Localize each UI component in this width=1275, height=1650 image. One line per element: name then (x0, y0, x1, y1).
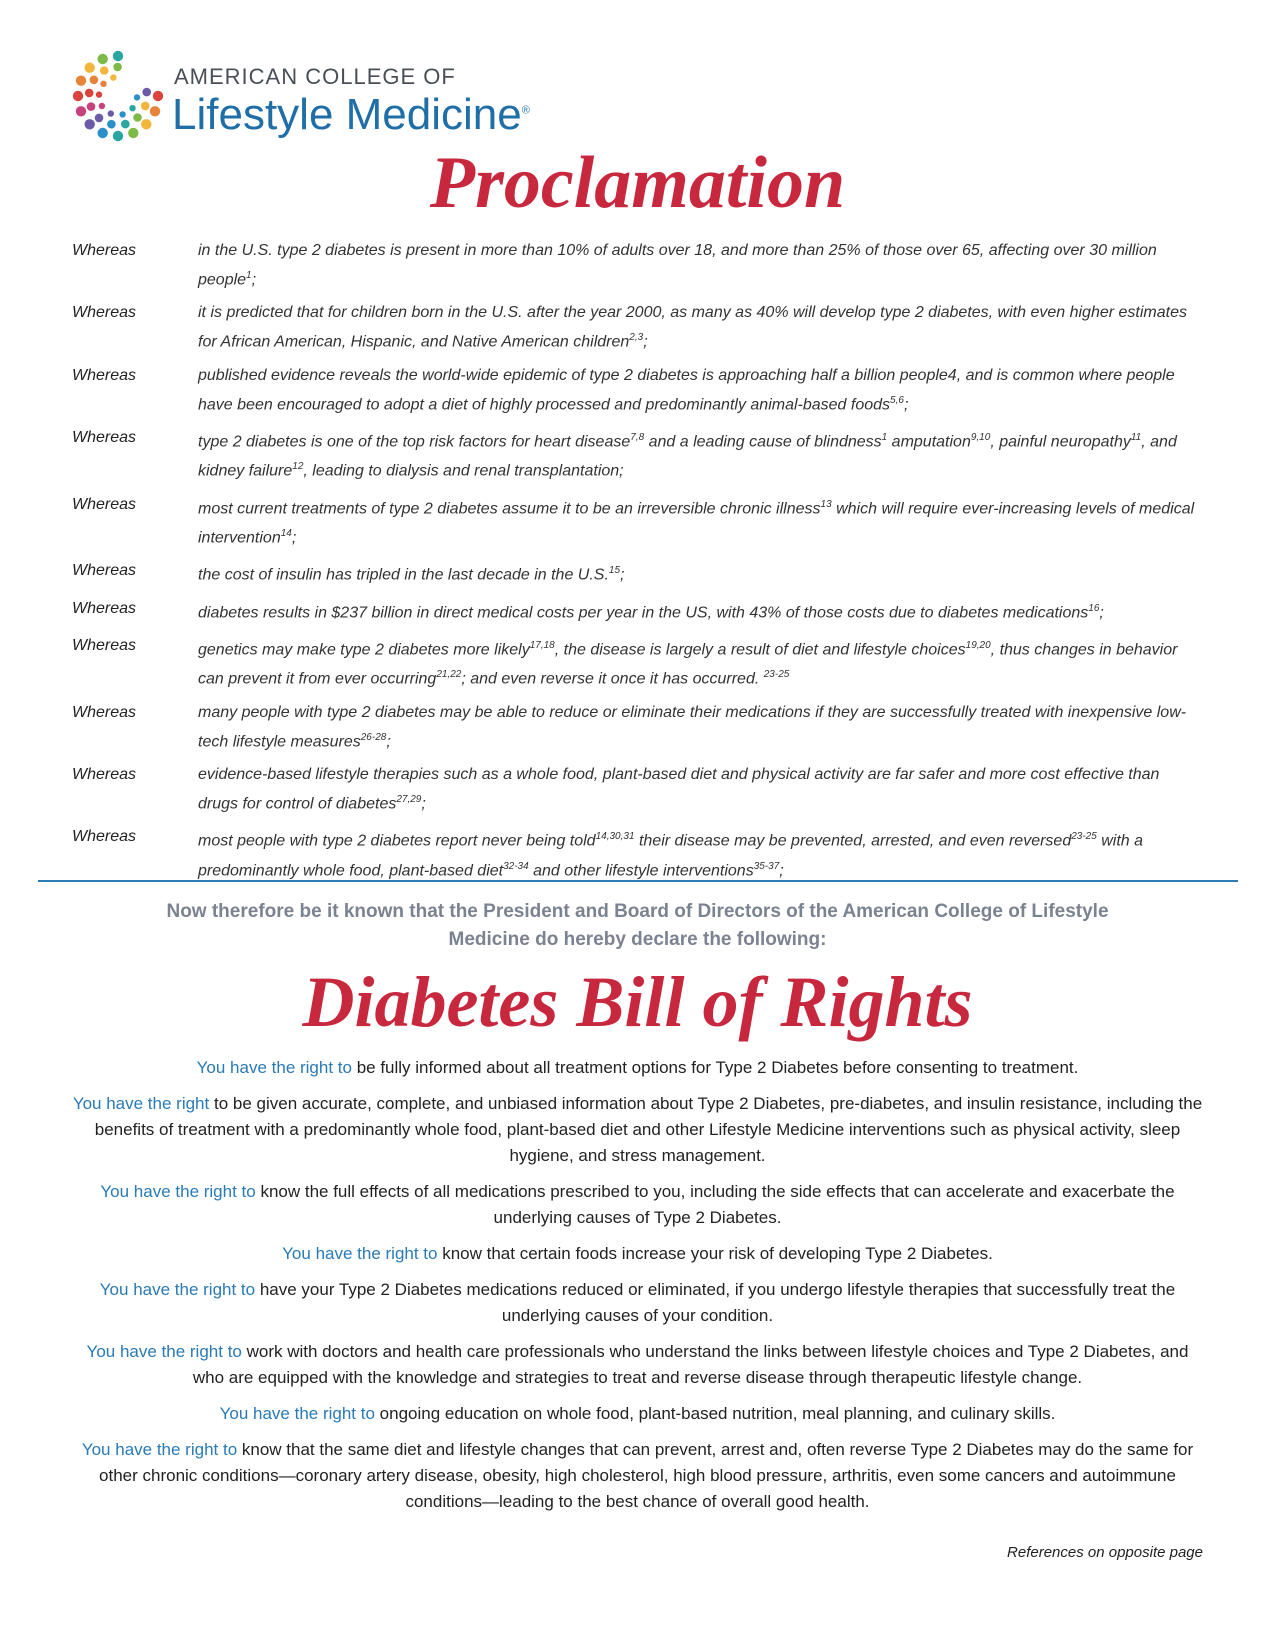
logo-dot (95, 114, 104, 123)
whereas-label: Whereas (72, 765, 137, 783)
whereas-text-segment: ; and even reverse it once it has occurred. (461, 670, 764, 688)
citation-ref: 17,18 (529, 639, 555, 651)
citation-ref: 23-25 (1071, 831, 1097, 843)
whereas-row (72, 824, 1202, 883)
whereas-text-segment: their disease may be prevented, arrested, and even reversed (634, 832, 1072, 850)
whereas-row (72, 300, 1202, 354)
whereas-label: Whereas (72, 428, 137, 446)
citation-ref: 32-34 (503, 860, 529, 872)
right-text: ongoing education on whole food, plant-based nutrition, meal planning, and culinary skills. (374, 1404, 1056, 1423)
whereas-row (72, 425, 1202, 484)
logo-dot (113, 51, 123, 61)
logo-dot (107, 120, 116, 129)
whereas-text (198, 238, 1202, 292)
right-item (72, 1339, 1203, 1391)
whereas-text-segment: , the disease is largely a result of diet and lifestyle choices (554, 641, 966, 659)
logo-dot (98, 54, 108, 64)
logo-dot (121, 120, 130, 129)
right-lead: You have the right to (86, 1342, 242, 1361)
logo-dot (133, 113, 142, 122)
logo-dot (85, 89, 94, 98)
whereas-text-segment: which will require ever-increasing levels of medical intervention (198, 499, 1195, 547)
rights-list (72, 1055, 1203, 1525)
whereas-text-segment: and other lifestyle interventions (528, 861, 754, 879)
citation-ref: 9,10 (970, 431, 991, 443)
whereas-row (72, 363, 1202, 417)
citation-ref: 35-37 (753, 860, 780, 872)
whereas-text-segment: and a leading cause of blindness (644, 433, 882, 451)
right-text: know that the same diet and lifestyle changes that can prevent, arrest and, often reverse Type 2 Diabetes may do the same for other chronic conditions—coronary artery disease, obesity, high cholesterol, high blood pressure, arthritis, even some cancers and autoimmune conditions—leading to the best chance of overall good health. (99, 1440, 1194, 1511)
citation-ref: 16 (1088, 602, 1100, 614)
logo-dot (134, 94, 140, 100)
logo-dot (128, 128, 138, 138)
logo-dot (99, 103, 105, 109)
citation-ref: 14,30,31 (595, 831, 635, 843)
whereas-text-segment: most people with type 2 diabetes report never being told (198, 832, 596, 850)
whereas-text-segment: with a predominantly whole food, plant-based diet (198, 832, 1144, 879)
whereas-text-segment: ; (386, 732, 391, 750)
citation-ref: 12 (292, 461, 304, 473)
org-name-top: AMERICAN COLLEGE OF (174, 64, 456, 89)
logo-dot (73, 91, 83, 101)
citation-ref: 26-28 (360, 731, 387, 743)
whereas-text-segment: it is predicted that for children born in the U.S. after the year 2000, as many as 40% will develop type 2 diabetes, with even higher estimates for African American, Hispanic, and Native American children (198, 304, 1187, 351)
citation-ref: 13 (820, 498, 832, 510)
logo-dot (129, 105, 135, 111)
logo-dot (100, 66, 109, 75)
whereas-text-segment: most current treatments of type 2 diabetes assume it to be an irreversible chronic illness (198, 499, 821, 517)
logo-dot (113, 63, 122, 72)
whereas-text (198, 596, 1202, 625)
whereas-text (198, 492, 1202, 551)
proclamation-title: Proclamation (429, 142, 846, 224)
whereas-row (72, 558, 1202, 587)
citation-ref: 21,22 (436, 669, 462, 681)
whereas-label: Whereas (72, 242, 137, 259)
org-name-bottom-text: Lifestyle Medicine (172, 90, 522, 139)
whereas-label: Whereas (72, 495, 137, 513)
right-lead: You have the right to (81, 1440, 238, 1459)
whereas-text (198, 762, 1202, 816)
right-lead: You have the right to (219, 1404, 375, 1423)
org-header (72, 50, 672, 146)
whereas-label: Whereas (72, 599, 137, 617)
whereas-label: Whereas (72, 703, 137, 721)
logo-dot (108, 110, 114, 116)
whereas-text (198, 300, 1202, 354)
right-lead: You have the right to (196, 1058, 352, 1077)
logo-dot (87, 102, 96, 111)
whereas-text-segment: ; (903, 395, 909, 413)
citation-ref: 11 (1130, 431, 1142, 443)
whereas-text-segment: , thus changes in behavior can prevent it from ever occurring (198, 641, 1178, 688)
right-lead: You have the right to (99, 1280, 256, 1299)
whereas-text-segment: ; (291, 529, 297, 547)
whereas-text (198, 824, 1202, 883)
logo-dot (119, 111, 125, 117)
logo-dot (141, 119, 151, 129)
whereas-row (72, 492, 1202, 551)
whereas-text-segment: , leading to dialysis and renal transplantation; (303, 462, 624, 480)
right-text: have your Type 2 Diabetes medications reduced or eliminated, if you undergo lifestyle therapies that successfully treat the underlying causes of your condition. (255, 1280, 1176, 1325)
right-lead: You have the right to (100, 1182, 256, 1201)
citation-ref: 1 (246, 270, 252, 281)
whereas-text-segment: diabetes results in $237 billion in direct medical costs per year in the US, with 43% of those costs due to diabetes medications (198, 603, 1089, 621)
whereas-label: Whereas (72, 562, 137, 580)
whereas-label: Whereas (72, 304, 137, 322)
logo-dot (113, 131, 123, 141)
whereas-text-segment: amputation (887, 433, 971, 451)
citation-ref: 15 (608, 565, 621, 577)
right-text: to be given accurate, complete, and unbiased information about Type 2 Diabetes, pre-diabetes, and insulin resistance, including the benefits of treatment with a predominantly whole food, plant-based diet and other Lifestyle Medicine interventions such as physical activity, sleep hygiene, and stress management. (94, 1094, 1203, 1165)
whereas-row (72, 238, 1202, 292)
whereas-text-segment: many people with type 2 diabetes may be able to reduce or eliminate their medications if they are successfully treated with inexpensive low-tech lifestyle measures (198, 703, 1187, 750)
logo-dot (76, 106, 86, 116)
whereas-text-segment: ; (251, 271, 257, 289)
logo-dot (85, 119, 95, 129)
right-text: know the full effects of all medications prescribed to you, including the side effects that can accelerate and exacerbate the underlying causes of Type 2 Diabetes. (255, 1182, 1175, 1227)
right-item (72, 1091, 1203, 1169)
right-item (72, 1401, 1203, 1427)
logo-dot (100, 81, 106, 87)
right-text: work with doctors and health care professionals who understand the links between lifestyle choices and Type 2 Diabetes, and who are equipped with the knowledge and strategies to treat and reverse disease through therapeutic lifestyle change. (192, 1342, 1189, 1387)
whereas-row (72, 596, 1202, 625)
whereas-text (198, 425, 1202, 484)
citation-ref: 2,3 (629, 332, 644, 344)
logo-dot (150, 106, 160, 116)
logo-dot (142, 88, 151, 97)
right-item (72, 1055, 1203, 1081)
whereas-text-segment: ; (1099, 603, 1104, 621)
logo-dot (76, 76, 86, 86)
citation-ref: 5,6 (890, 394, 904, 406)
declaration-text: Now therefore be it known that the President and Board of Directors of the American College of Lifestyle Medicine do hereby declare the following: (166, 901, 1109, 950)
citation-ref: 7,8 (630, 431, 645, 443)
rights-title: Diabetes Bill of Rights (302, 962, 973, 1042)
whereas-text-segment: , and kidney failure (198, 433, 1177, 480)
logo-dot (110, 74, 116, 80)
logo-dot (85, 63, 95, 73)
whereas-text-segment: in the U.S. type 2 diabetes is present in more than 10% of adults over 18, and more than 25% of those over 65, affecting over 30 million people (198, 242, 1157, 289)
right-item (72, 1277, 1203, 1329)
citation-ref: 27,29 (396, 793, 422, 805)
logo-dot (96, 91, 102, 97)
whereas-text-segment: genetics may make type 2 diabetes more likely (198, 641, 530, 659)
logo-dots-icon (72, 50, 164, 142)
whereas-row (72, 700, 1202, 754)
right-item (72, 1179, 1203, 1231)
citation-ref: 14 (280, 527, 292, 539)
whereas-label: Whereas (72, 636, 137, 654)
citation-ref: 19,20 (965, 639, 991, 651)
whereas-text-segment: published evidence reveals the world-wide epidemic of type 2 diabetes is approaching half a billion people4, and is common where people have been encouraged to adopt a diet of highly processed and predominantly animal-based foods (198, 366, 1175, 413)
whereas-list (72, 238, 1202, 891)
whereas-text (198, 633, 1202, 692)
whereas-text (198, 558, 1202, 587)
right-item (72, 1241, 1203, 1267)
whereas-text-segment: ; (643, 333, 648, 351)
section-divider (38, 880, 1238, 882)
whereas-row (72, 762, 1202, 816)
logo-dot (98, 128, 108, 138)
whereas-label: Whereas (72, 828, 137, 846)
logo-dot (141, 102, 150, 111)
whereas-text-segment: , painful neuropathy (990, 433, 1131, 451)
whereas-text-segment: ; (421, 795, 426, 813)
org-name-bottom (172, 90, 530, 140)
whereas-text-segment: ; (620, 566, 625, 584)
registered-mark: ® (521, 104, 530, 117)
citation-ref: 1 (881, 431, 888, 443)
right-lead: You have the right (72, 1094, 210, 1113)
right-text: be fully informed about all treatment options for Type 2 Diabetes before consenting to treatment. (351, 1058, 1079, 1077)
right-lead: You have the right to (282, 1244, 438, 1263)
citation-ref: 23-25 (763, 669, 790, 681)
references-note: References on opposite page (1007, 1544, 1203, 1561)
whereas-text-segment: type 2 diabetes is one of the top risk factors for heart disease (198, 433, 631, 451)
whereas-text-segment: ; (779, 861, 784, 879)
whereas-text-segment: evidence-based lifestyle therapies such as a whole food, plant-based diet and physical activity are far safer and more cost effective than drugs for control of diabetes (198, 765, 1160, 813)
whereas-text-segment: the cost of insulin has tripled in the last decade in the U.S. (198, 566, 609, 584)
whereas-row (72, 633, 1202, 692)
right-item (72, 1437, 1203, 1515)
whereas-text (198, 700, 1202, 754)
whereas-text (198, 363, 1202, 417)
whereas-label: Whereas (72, 366, 137, 384)
logo-dot (90, 76, 99, 85)
right-text: know that certain foods increase your risk of developing Type 2 Diabetes. (437, 1244, 993, 1263)
logo-dot (153, 91, 163, 101)
